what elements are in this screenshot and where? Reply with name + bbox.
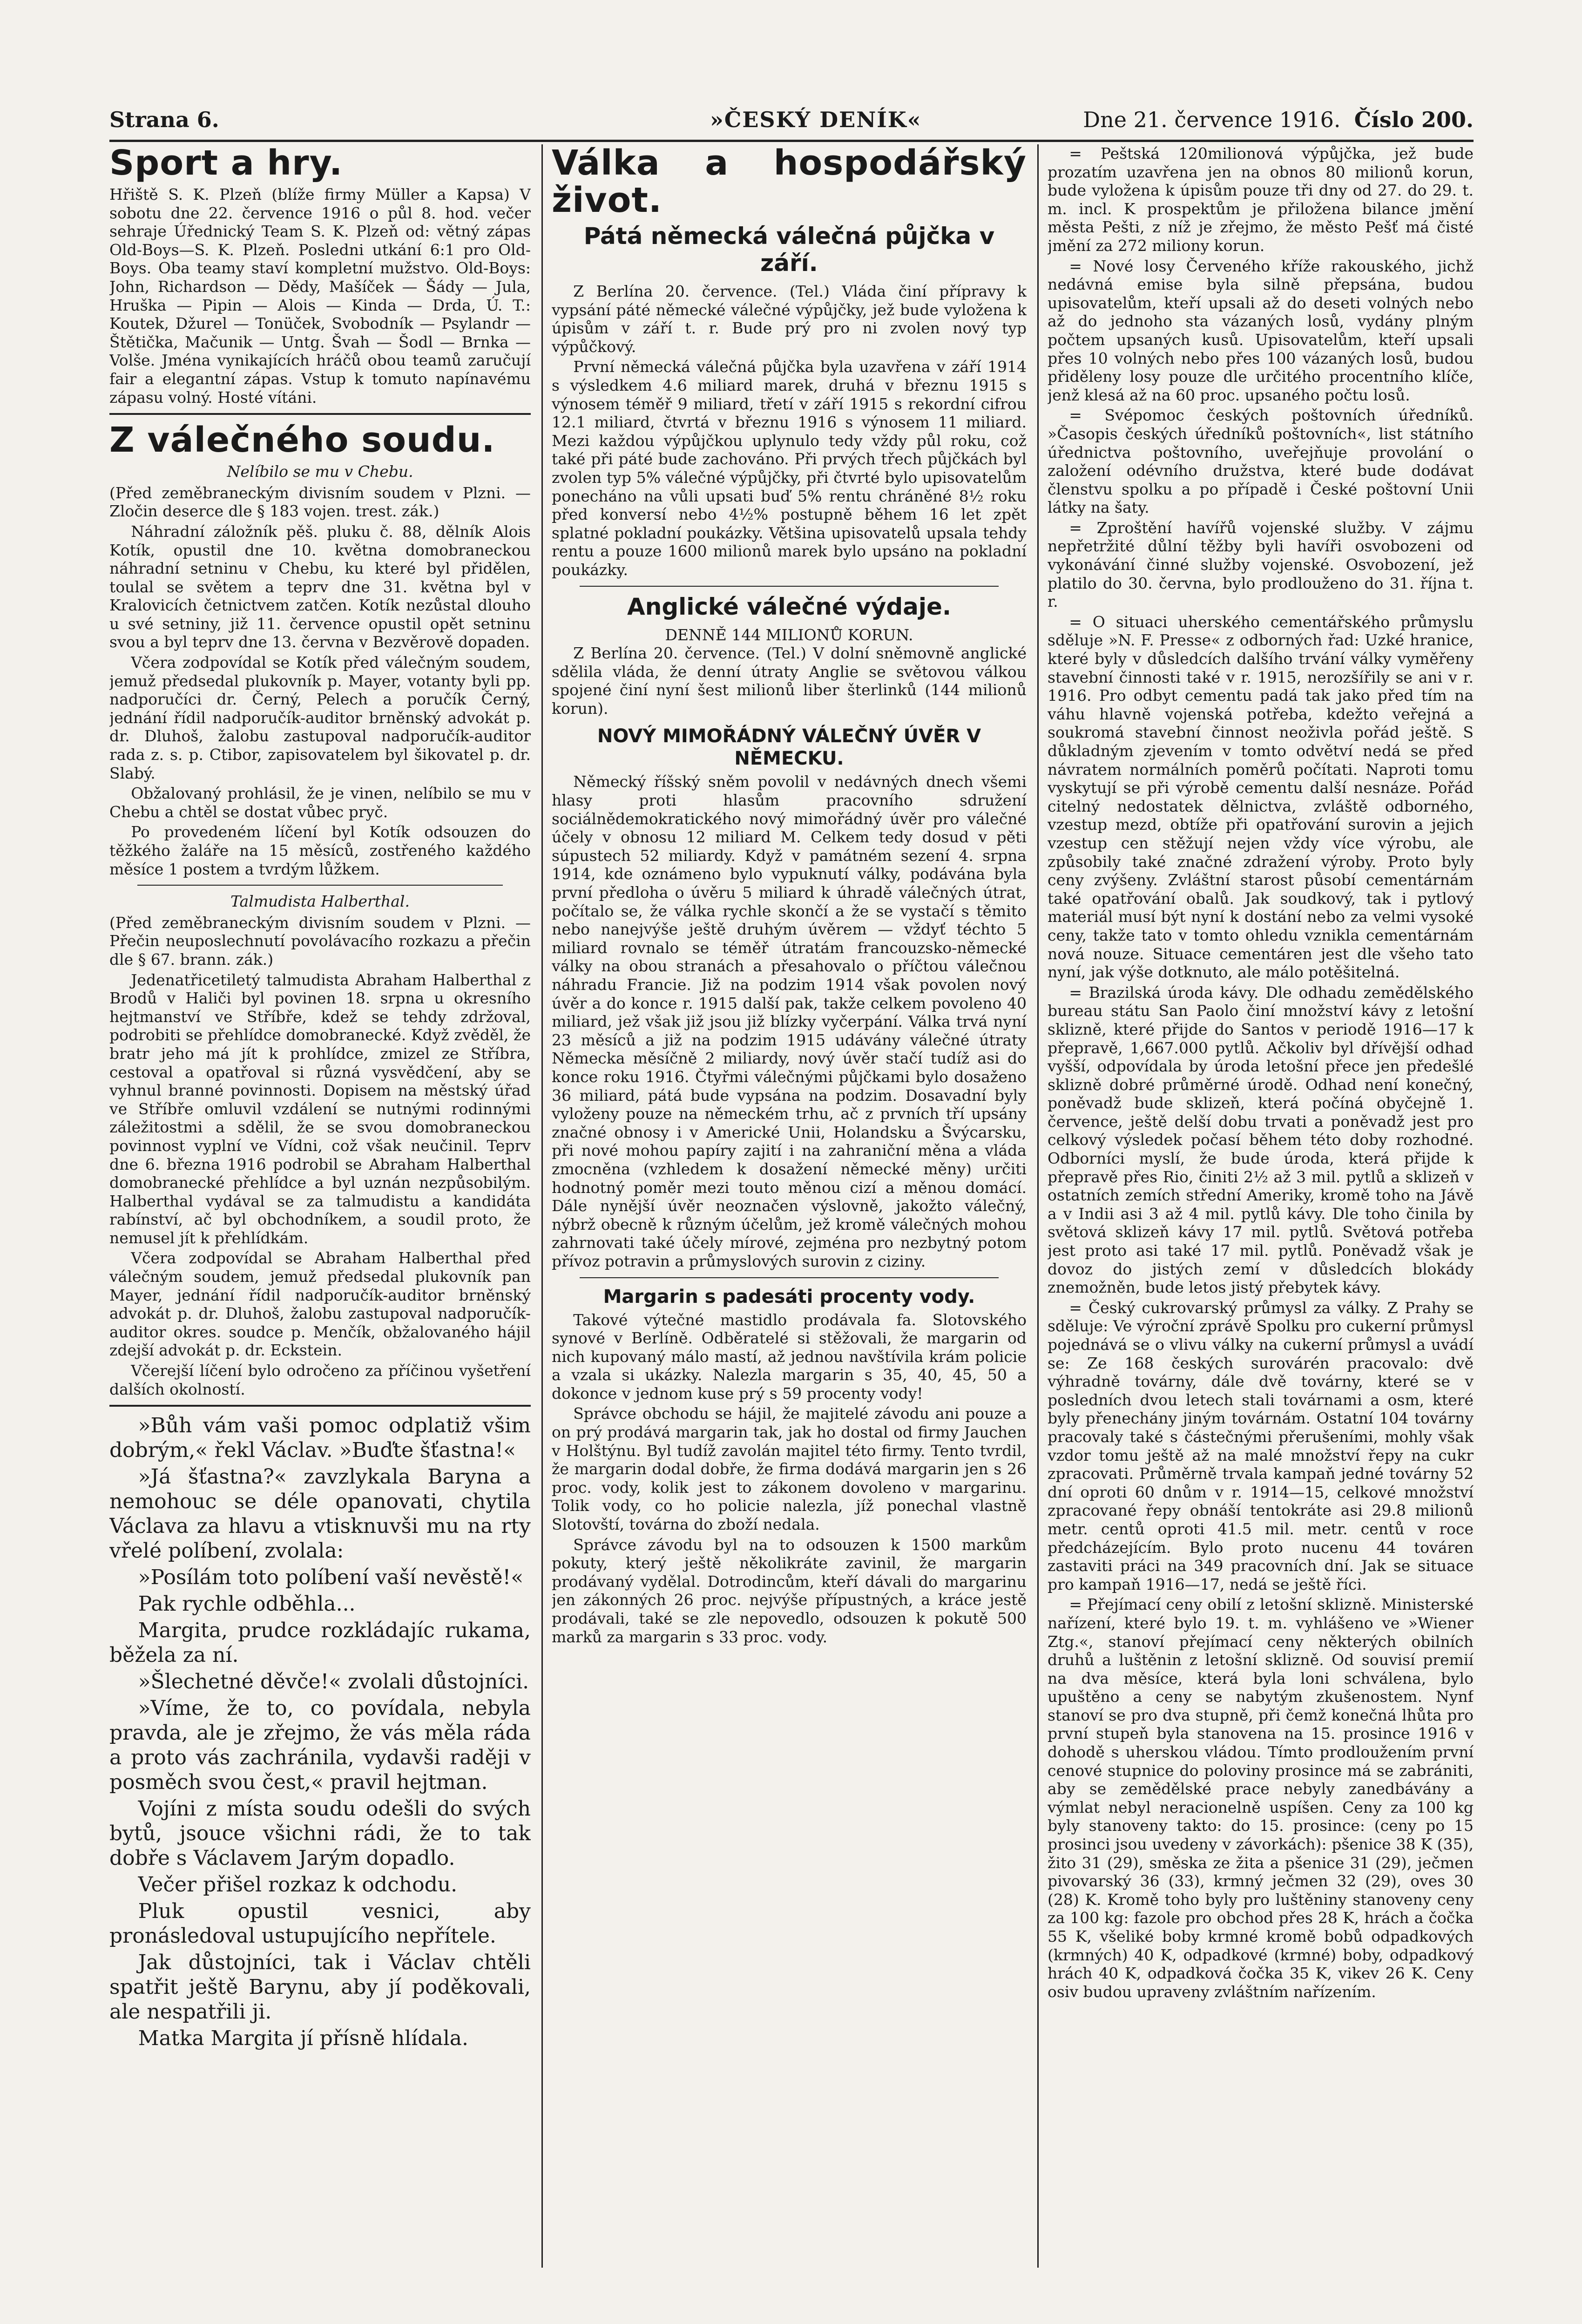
novel-paragraph: Matka Margita jí přísně hlídala. xyxy=(138,2026,468,2051)
case1-paragraph: Po provedeném líčení byl Kotík odsouzen do těžkého žaláře na 15 měsíců, zostřeného každého měsíce 1 postem a tvrdým lůžkem. xyxy=(109,823,531,878)
english-expenses-subheading: DENNĚ 144 MILIONŮ KORUN. xyxy=(665,625,913,644)
news-item: = Nové losy Červeného kříže rakouského, jichž nedávná emise byla silně přepsána, budou upisovatelům, kteří upsali až do deseti volných nebo až do jednoho sta vázaných losů, vydány plným počtem upsaných kusů. Upisovatelům, kteří upsali přes 10 volných nebo přes 100 vázaných losů, budou přiděleny losy pouze dle určitého procentního klíče, jenž klesá až na 60 proc. upsaného počtu losů. xyxy=(1048,257,1474,404)
case1-paragraph: Náhradní záložník pěš. pluku č. 88, dělník Alois Kotík, opustil dne 10. května domobraneckou náhradní setninu v Chebu, ku které byl přidělen, toulal se světem a teprv dne 31. května byl v Kralovicích četnictvem zatčen. Kotík nezůstal dlouho u své setniny, již 11. července opustil opět setninu svou a byl teprv dne 13. června v Bezvěrově dopaden. xyxy=(109,522,531,651)
case2-paragraph: Včera zodpovídal se Abraham Halberthal před válečným soudem, jemuž předsedal plukovník pan Mayer, jednání řídil nadporučík-auditor brněnský advokát p. dr. Dluhoš, žalobu zastupoval nadporučík-auditor okres. soudce p. Menčík, obžalovaného hájil zdejší advokát p. dr. Eckstein. xyxy=(109,1249,531,1360)
novel-paragraph: »Posílám toto políbení vaší nevěstě!« xyxy=(138,1565,524,1590)
margarine-paragraph: Správce obchodu se hájil, že majitelé závodu ani pouze a on prý prodává margarin tak, jak ho dostal od firmy Jauchen v Holštýnu. Byl tudíž zavolán majitel této firmy. Tento tvrdil, že margarin dodal dobře, že firma dodává margarin jen s 26 proc. vody, kolik jest to zákonem dovoleno v margarinu. Tolik vody, co ho policie nalezla, jíž ponechal vlastně Slotovští, továrna do zboží nedala. xyxy=(552,1404,1027,1534)
column-divider-2 xyxy=(1037,144,1039,2268)
case2-intro: (Před zeměbraneckým divisním soudem v Plzni. — Přečin neuposlechnutí povolávacího rozkazu a přečin dle § 67. brann. zák.) xyxy=(109,913,531,969)
economy-heading: Válka a hospodářský život. xyxy=(552,144,1027,220)
english-expenses-paragraph: Z Berlína 20. července. (Tel.) V dolní sněmovně anglické sdělila vláda, že denní útraty Anglie se světovou válkou spojené činí nyní šest milionů liber šterlinků (144 milionů korun). xyxy=(552,644,1027,718)
loan-paragraph: Z Berlína 20. července. (Tel.) Vláda činí přípravy k vypsání páté německé válečné výpůjčky, jež bude vyložena k úpisům v září t. r. Bude prý pro ni zvolen nový typ výpůčkový. xyxy=(552,282,1027,356)
section-divider xyxy=(109,413,531,415)
case1-paragraph: Obžalovaný prohlásil, že je vinen, nelíbilo se mu v Chebu a chtěl se dostat vůbec pryč. xyxy=(109,784,531,821)
column-divider-1 xyxy=(541,144,543,2268)
sport-article: Hřiště S. K. Plzeň (blíže firmy Müller a Kapsa) V sobotu dne 22. července 1916 o půl 8. hod. večer sehraje Úřednický Team S. K. Plzeň od: větný zápas Old-Boys—S. K. Plzeň. Posledni utkání 6:1 pro Old-Boys. Oba teamy staví kompletní mužstvo. Old-Boys: John, Richardson — Dědy, Mašíček — Šády — Jula, Hruška — Pipin — Alois — Kinda — Drda, Ú. T.: Koutek, Džurel — Tonüček, Svobodník — Psylandr — Štětička, Mačunik — Untg. Švah — Šodl — Brnka — Volše. Jména vynikajících hráčů obou teamů zaručují fair a elegantní zápas. Vstup k tomuto napínavému zápasu volný. Hosté vítáni. xyxy=(109,185,531,407)
credit-paragraph: Německý říšský sněm povolil v nedávných dnech všemi hlasy proti hlasům pracovního sdružení sociálnědemokratického nový mimořádný úvěr pro válečné účely v obnosu 12 miliard M. Celkem tedy dosud v pěti súpustech 52 miliardy. Když v památném sezení 4. srpna 1914, kde oznámeno bylo vypuknutí války, podávána byla první předloha o úvěru 5 miliard k úhradě válečných útrat, počítalo se, že válka rychle skončí a že se vystačí s těmito nebo nanejvýše ještě druhým úvěrem — vždyť téchto 5 miliard rovnalo se téměř útratám francouzsko-německé války na obou stranách a přesahovalo o příčtou válečnou náhradu Francie. Již na podzim 1914 však povolen nový úvěr a do konce r. 1915 další pak, takže celkem povoleno 40 miliard, jež však již jsou již blízky vyčerpání. Válka trvá nyní 23 měsíců a již na podzim 1915 udávány válečné útraty Německa měsíčně 2 miliardy, nový úvěr stačí tudíž asi do konce roku 1916. Čtyřmi válečnými půjčkami bylo dosaženo 36 miliard, pátá bude vypsána na podzim. Dosavadní byly vyloženy pouze na německém trhu, ač z prvních tří upsány značné obnosy i v Americké Unii, Holandsku a Švýcarsku, při nové mohou papíry zajití i na zahraniční měna a vláda zmocněna (vzhledem k dosažení německé měny) určiti hodnotný poměr mezi touto měnou cizí a měnou domácí. Dále nynější úvěr neoznačen výslovně, jakožto válečný, nýbrž obecně k různým účelům, jež kromě válečných mohou zahrnovati také účely mírové, zejména pro nezbytný potom přívoz potravin a průmyslových surovin z ciziny. xyxy=(552,772,1027,1270)
news-item: = Brazilská úroda kávy. Dle odhadu zemědělského bureau státu San Paolo činí množství kávy z letošní sklizně, které přijde do Santos v periodě 1916—17 k přepravě, 1,667.000 pytlů. Ačkoliv byl dřívější odhad vyšší, odpovídala by úroda letošní přece jen předešlé sklizně dobré průměrné úrodě. Odhad není konečný, poněvadž bude sklizeň, která počíná obyčejně 1. července, ještě delší dobu trvati a poněvadž jest pro celkový výsledek počasí během této doby rozhodné. Odborníci myslí, že bude úroda, která přijde k přepravě přes Rio, činiti 2½ až 3 mil. pytlů a sklizeň v ostatních zemích střední Ameriky, kromě toho na Jávě a v Indii asi 3 až 4 mil. pytlů kávy. Dle toho činila by světová sklizeň kávy 17 mil. pytlů. Světová potřeba jest proto asi také 17 mil. pytlů. Poněvadž však je dovoz do jistých zemí v důsledcích blokády znemožněn, bude letos jistý přebytek kávy. xyxy=(1048,983,1474,1297)
news-item: = Peštská 120milionová výpůjčka, jež bude prozatím uzavřena jen na obnos 80 milionů korun, bude vyložena k úpisům pouze tři dny od 27. do 29. t. m. incl. K prospektům je přiložena bilance jmění města Pešti, z níž je zřejmo, že město Pešť má čisté jmění za 272 miliony korun. xyxy=(1048,144,1474,255)
novel-paragraph: Večer přišel rozkaz k odchodu. xyxy=(138,1873,458,1897)
margarine-heading: Margarin s padesáti procenty vody. xyxy=(603,1286,975,1308)
novel-paragraph: Vojíni z místa soudu odešli do svých bytů, jsouce všichni rádi, že to tak dobře s Václavem Jarým dopadlo. xyxy=(109,1797,531,1870)
page-header xyxy=(109,107,1474,140)
divider xyxy=(137,885,503,886)
case2-subheading: Talmudista Halberthal. xyxy=(230,892,410,911)
case2-paragraph: Jedenatřicetiletý talmudista Abraham Halberthal z Brodů v Haliči byl povinen 18. srpna u okresního hejtmanství ve Stříbře, kdež se tehdy zdržoval, podrobiti se přehlídce domobranecké. Když zvěděl, že bratr jeho má jít k prohlídce, zmizel ze Stříbra, cestoval a opatřoval si různá vysvědčení, aby se vyhnul branné povinnosti. Dopisem na městský úřad ve Stříbře omluvil vzdálení se nutnými rodinnými záležitostmi a sdělil, že se svou domobraneckou povinnost vyplní ve Vídni, což však neučinil. Teprv dne 6. března 1916 podrobil se Abraham Halberthal domobranecké přehlídce a byl uznán nezpůsobilým. Halberthal vydával se za talmudistu a kandidáta rabínství, ač byl obchodníkem, a soudil proto, že nemusel jít k přehlídkám. xyxy=(109,970,531,1247)
credit-heading: NOVÝ MIMOŘÁDNÝ VÁLEČNÝ ÚVĚR V NĚMECKU. xyxy=(597,725,981,770)
novel-paragraph: »Já šťastna?« zavzlykala Baryna a nemohouc se déle opanovati, chytila Václava za hlavu a vtisknuvši mu na rty vřelé políbení, zvolala: xyxy=(109,1465,531,1563)
novel-paragraph: »Bůh vám vaši pomoc odplatiž všim dobrým,« řekl Václav. »Buďte šťastna!« xyxy=(109,1414,531,1463)
sport-heading: Sport a hry. xyxy=(109,144,343,183)
newspaper-title: »ČESKÝ DENÍK« xyxy=(710,107,922,132)
section-divider xyxy=(109,1405,531,1407)
column-3 xyxy=(1048,144,1474,2268)
english-expenses-heading: Anglické válečné výdaje. xyxy=(627,593,951,620)
novel-paragraph: Pluk opustil vesnici, aby pronásledoval ustupujícího nepřítele. xyxy=(109,1899,531,1948)
divider xyxy=(580,1277,999,1278)
column-2 xyxy=(552,144,1027,2268)
case2-paragraph: Včerejší líčení bylo odročeno za příčinou vyšetření dalších okolností. xyxy=(109,1362,531,1398)
news-item: = Zproštění havířů vojenské služby. V zájmu nepřetržité důlní těžby byli havíři osvobozeni od vykonávání činné služby vojenské. Osvobození, jež platilo do 30. června, bylo prodlouženo do 31. října t. r. xyxy=(1048,518,1474,611)
loan-paragraph: První německá válečná půjčka byla uzavřena v září 1914 s výsledkem 4.6 miliard marek, druhá v březnu 1915 s výnosem téměř 9 miliard, třetí v září 1915 s rekordní cifrou 12.1 miliard, čtvrtá v březnu 1916 s výnosem 11 miliard. Mezi každou výpůjčkou uplynulo tedy vždy půl roku, což také při páté bude zachováno. Při prvých třech půjčkách byl zvolen typ 5% válečné výpůjčky, při čtvrté bylo upisovatelům ponecháno na vůli upsati buď 5% rentu chráněné 8½ roku před konversí nebo 4½% postupně během 16 let zpět splatné pokladní poukázky. Většina upisovatelů upsala tehdy rentu a pouze 1600 milionů marek bylo upsáno na pokladní poukázky. xyxy=(552,358,1027,579)
issue-number: Číslo 200. xyxy=(1354,107,1474,132)
novel-paragraph: »Šlechetné děvče!« zvolali důstojníci. xyxy=(138,1670,529,1694)
novel-paragraph: Pak rychle odběhla... xyxy=(138,1592,356,1616)
divider xyxy=(580,586,999,587)
case1-subheading: Nelíbilo se mu v Chebu. xyxy=(227,462,413,481)
serial-novel xyxy=(109,1413,531,2051)
date-issue xyxy=(1083,107,1474,132)
news-item: = Český cukrovarský průmysl za války. Z Prahy se sděluje: Ve výroční zprávě Spolku pro cukerní průmysl pojednává se o vlivu války na cukerní průmysl a uvádí se: Ze 168 českých surovárén pracovalo: dvě výhradně továrny, dále dvě továrny, které se v posledních dvou letech stali továrnami a osm, které byly přenechány jiným továrnám. Ostatní 104 továrny pracovaly také s částečnými přerušeními, mohly však vzdor tomu ještě až na malé množství řepy na cukr zpracovati. Průměrně trvala kampaň jedné továrny 52 dní oproti 60 dnům v r. 1914—15, celkové množství zpracované řepy obnáší tentokráte asi 29.8 milionů metr. centů oproti 41.5 mil. metr. centů v roce předcházejícím. Bylo proto nucenu 44 továren zastaviti práci na 349 pracovních dní. Jak se situace pro kampaň 1916—17, nedá se ještě říci. xyxy=(1048,1298,1474,1593)
header-rule xyxy=(109,140,1474,142)
novel-paragraph: »Víme, že to, co povídala, nebyla pravda, ale je zřejmo, že vás měla ráda a proto vás zachránila, vydavši raději v posměch svou čest,« pravil hejtman. xyxy=(109,1696,531,1795)
issue-date: Dne 21. července 1916. xyxy=(1083,107,1341,132)
case1-intro: (Před zeměbraneckým divisním soudem v Plzni. — Zločin deserce dle § 183 vojen. trest. zák.) xyxy=(109,483,531,521)
court-heading: Z válečného soudu. xyxy=(109,420,495,461)
margarine-paragraph: Takové výtečné mastidlo prodávala fa. Slotovského synové v Berlíně. Odběratelé si stěžovali, že margarin od nich kupovaný málo mastí, až jednou navštívila krám policie a vzala si ukázky. Nalezla margarin s 35, 40, 45, 50 a dokonce v jednom kuse prý s 59 procenty vody! xyxy=(552,1310,1027,1403)
column-1 xyxy=(109,144,531,2268)
news-item: = Přejímací ceny obilí z letošní sklizně. Ministerské nařízení, které bylo 19. t. m. vyhlášeno ve »Wiener Ztg.«, stanoví přejímací ceny některých obilních druhů a luštěnin z letošní sklizně. Od souvisí premií na dva měsíce, která byla loni schválena, bylo upuštěno a ceny se nabytým zkušenostem. Nynf stanoví se pro dva stupně, při čemž konečná lhůta pro první stupeň byla stanovena na 15. prosince 1916 v dohodě s uherskou vládou. Tímto prodloužením první cenové stupnice do poloviny prosince má se zabrániti, aby se zemědělské prace nebyly zanedbávány a výmlat nebyl neracionelně uspíšen. Ceny za 100 kg byly stanoveny takto: do 15. prosince: (ceny po 15 prosinci jsou uvedeny v závorkách): pšenice 38 K (35), žito 31 (29), směska ze žita a pšenice 31 (29), ječmen pivovarský 36 (33), krmný ječmen 32 (29), oves 30 (28) K. Kromě toho byly pro luštěniny stanoveny ceny za 100 kg: fazole pro obchod přes 28 K, hrách a čočka 55 K, všeliké boby krmné kromě bobů odpadkových (krmných) 40 K, odpadkové (krmné) boby, odpadkový hrách 40 K, odpadková čočka 35 K, vikev 26 K. Ceny osiv budou upraveny zvláštním nařízením. xyxy=(1048,1595,1474,2001)
margarine-paragraph: Správce závodu byl na to odsouzen k 1500 markům pokuty, který ještě několikráte zavinil, že margarin prodávaný vydělal. Dotrodincům, kteří dávali do margarinu jen zákonných 26 proc. nejvýše přípustných, a kráce jestě prodávali, také se zle nepovedlo, odsouzen k pokutě 500 marků za margarin s 33 proc. vody. xyxy=(552,1535,1027,1646)
novel-paragraph: Jak důstojníci, tak i Václav chtěli spatřit ještě Barynu, aby jí poděkovali, ale nespatřili ji. xyxy=(109,1951,531,2024)
novel-paragraph: Margita, prudce rozkládajíc rukama, běžela za ní. xyxy=(109,1619,531,1667)
news-item: = O situaci uherského cementářského průmyslu sděluje »N. F. Presse« z odborných řad: Uzké hranice, které byly v důsledcích dalšího trvání války vyměřeny stavební činnosti také v r. 1915, nerozšířily se ani v r. 1916. Pro odbyt cementu padá tak jako před tím na váhu hlavně vojenská potřeba, kdežto veřejná a soukromá stavební činnost neoživla pořád ještě. S důkladným zjevením v tomto odvětví nedá se před návratem normálních poměrů počítati. Naproti tomu vyskytují se při výrobě cementu další nesnáze. Pořád citelný nedostatek dělnictva, zvláště odborného, vzestup mezd, obtíže při opatřování surovin a jejich vzestup cen stěžují nejen vždy více výrobu, ale způsobily také značné zdražení výroby. Proto byly ceny zvýšeny. Zvláštní starost působí cementárnám také opatřování obalů. Jak soudkový, tak i pytlový materiál musí být nyní k dostání nebo za velmi vysoké ceny, takže tato v tomto ohledu vznikla cementárnám nová nouze. Situace cementáren jest dle všeho tato nyní, jak výše dotknuto, ale málo potěšitelná. xyxy=(1048,612,1474,982)
loan-subheading: Pátá německá válečná půjčka v září. xyxy=(583,223,995,277)
case1-paragraph: Včera zodpovídal se Kotík před válečným soudem, jemuž předsedal plukovník p. Mayer, votanty byli pp. nadporučíci dr. Černý, Pelech a poručík Černý, jednání řídil nadporučík-auditor brněnský advokát p. dr. Dluhoš, žalobu zastupoval nadporučík-auditor rada z. s. p. Ctibor, zapisovatelem byl šikovatel p. dr. Slabý. xyxy=(109,653,531,782)
news-item: = Svépomoc českých poštovních úředníků. »Časopis českých úředníků poštovních«, list státního úřednictva poštovního, uveřejňuje provolání o založení odévního družstva, které bude dodávat členstvu spolku a po případě i České poštovní Unii látky na šaty. xyxy=(1048,406,1474,517)
page-number: Strana 6. xyxy=(109,107,219,132)
